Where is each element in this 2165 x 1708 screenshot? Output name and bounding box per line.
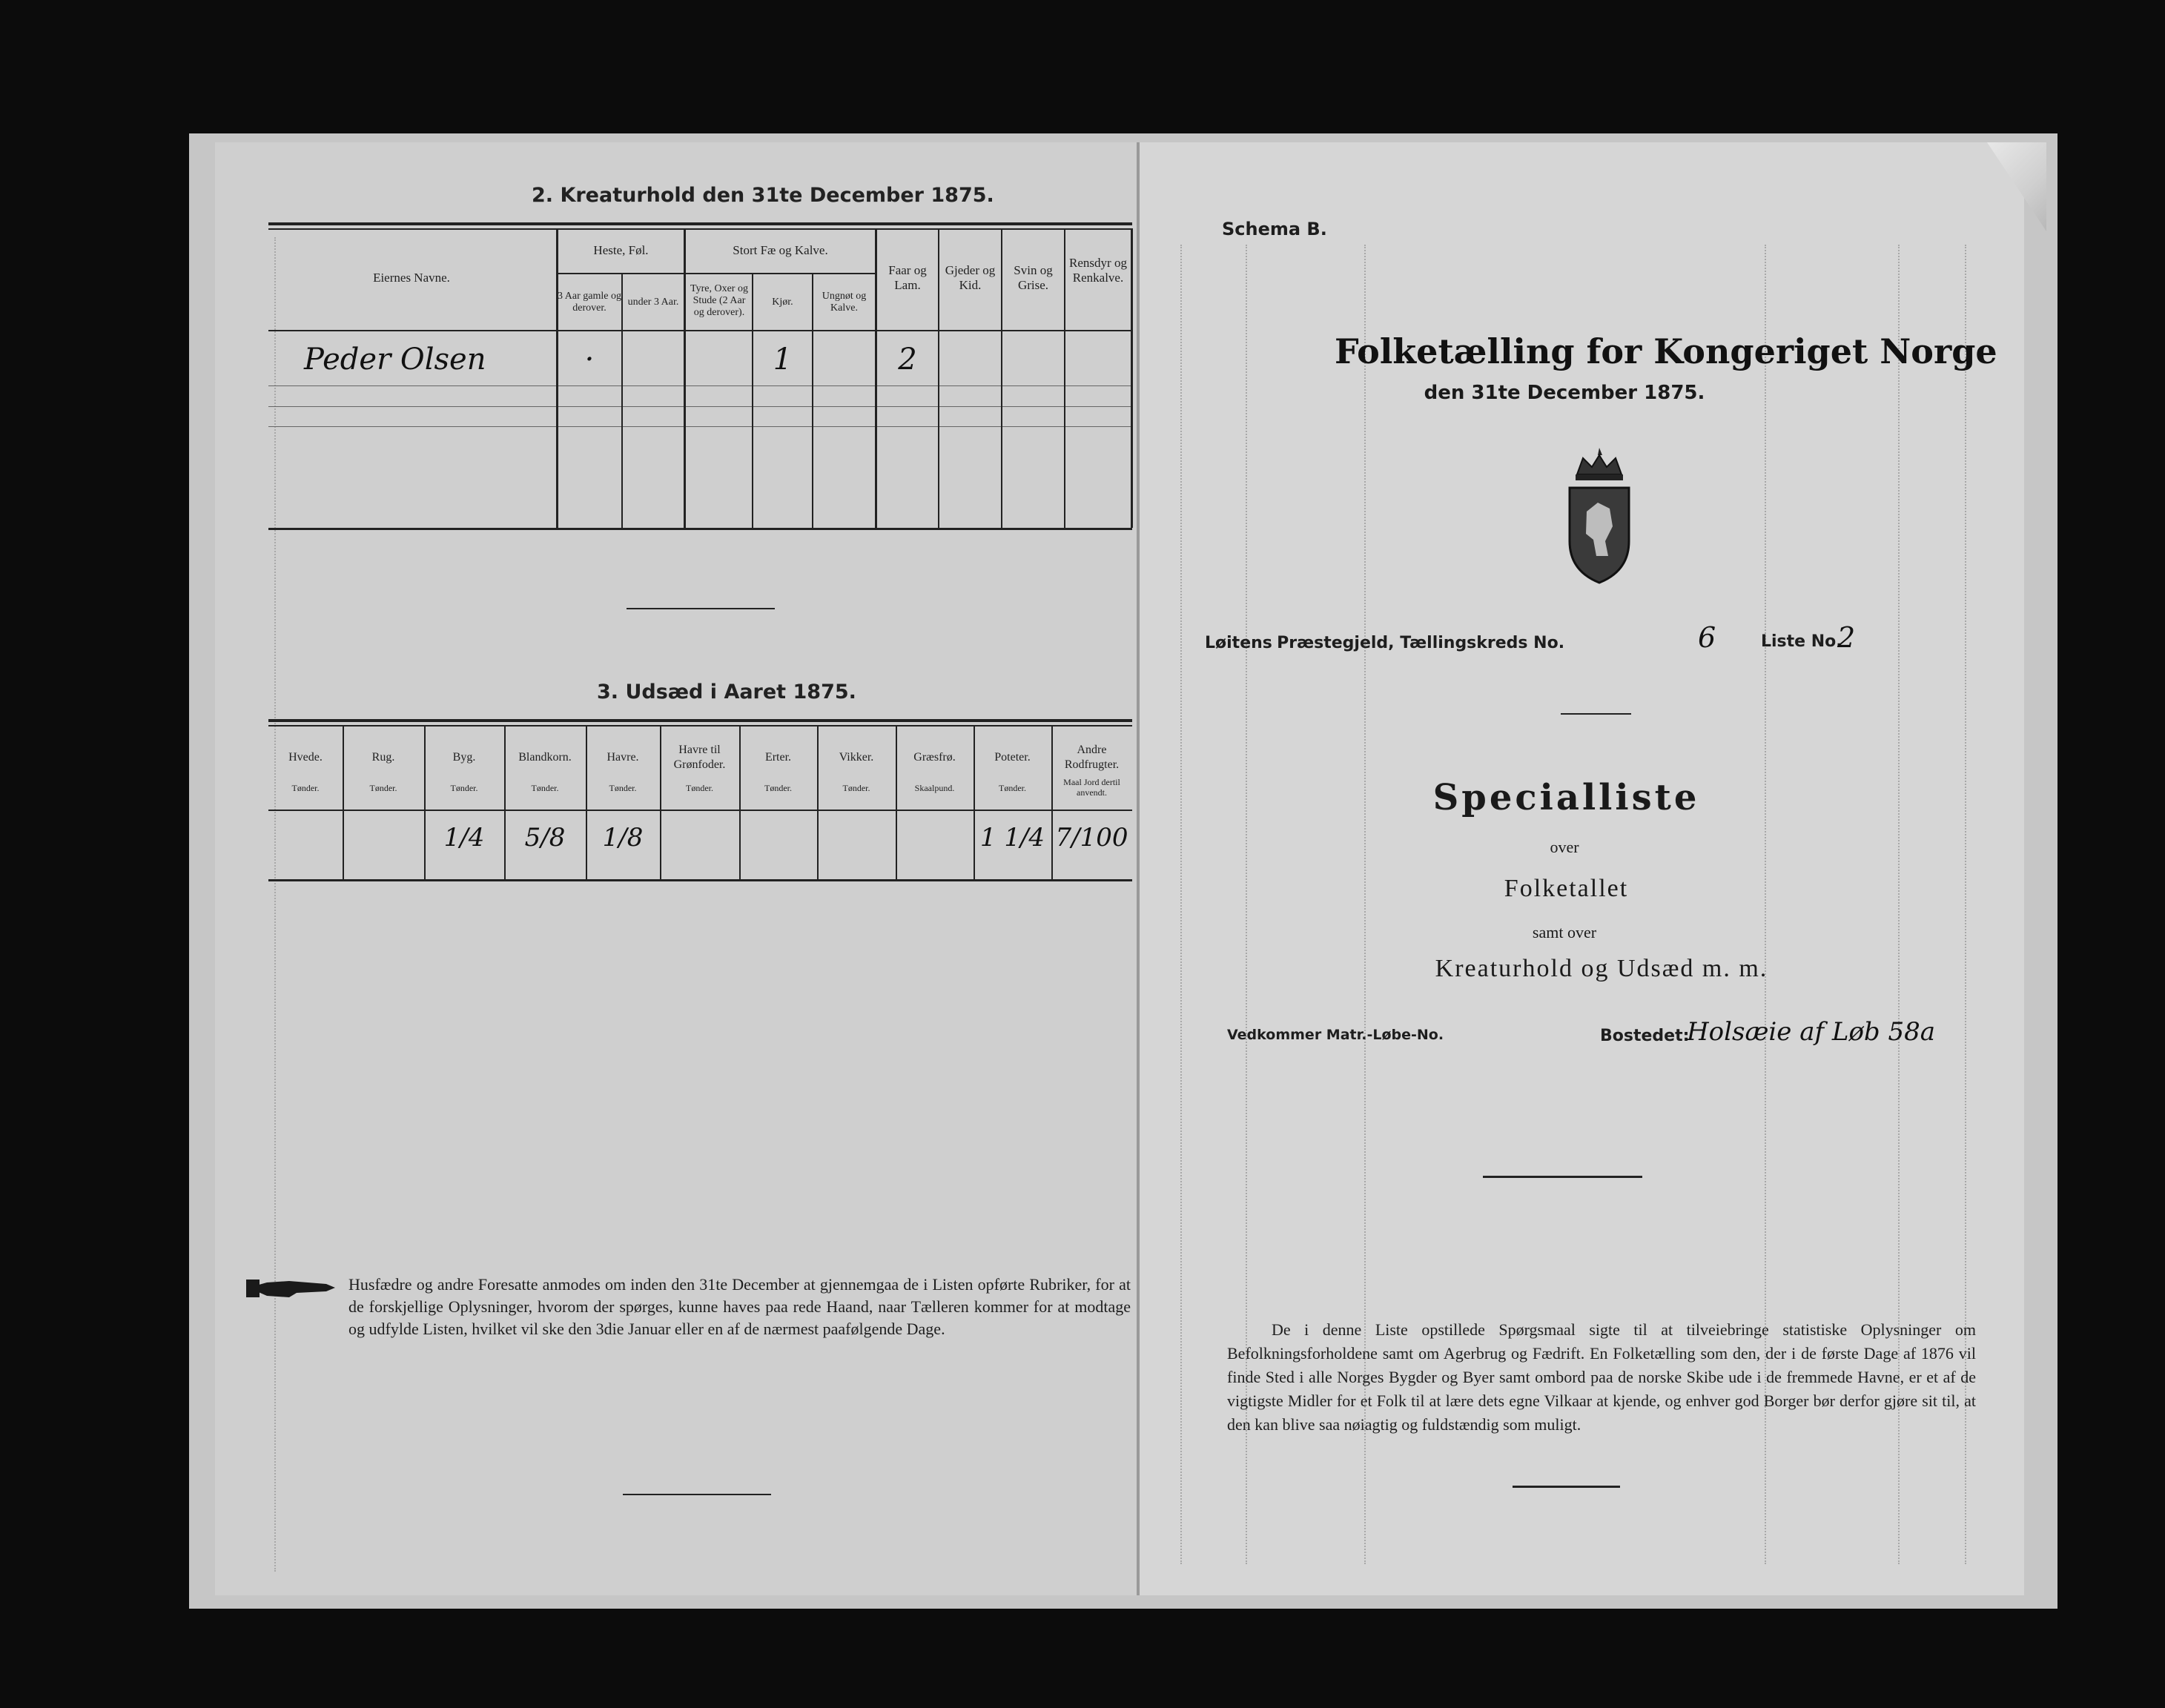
- seed-col-header: Poteter.: [994, 751, 1031, 764]
- horses-old-header: 3 Aar gamle og derover.: [558, 291, 621, 314]
- bleed-line: [1180, 245, 1182, 1564]
- parish-name: Løitens: [1205, 634, 1272, 652]
- divider: [627, 608, 775, 609]
- bosted-value: Holsæie af Løb 58a: [1687, 1017, 1936, 1047]
- seed-col-header: Hvede.: [288, 751, 323, 764]
- table-col-line: [504, 725, 506, 879]
- table-rule: [268, 810, 1132, 811]
- table-rule: [268, 330, 1132, 331]
- parish-line: [1205, 632, 1564, 653]
- table-rule: [268, 406, 1132, 407]
- cows-header: Kjør.: [772, 297, 793, 308]
- schema-label: Schema B.: [1222, 219, 1327, 239]
- seed-col-header: Vikker.: [839, 751, 874, 764]
- table-col-line: [621, 274, 623, 528]
- seed-value: 7/100: [1055, 823, 1128, 853]
- seed-col-unit: Tønder.: [531, 783, 559, 793]
- seed-title: 3. Udsæd i Aaret 1875.: [597, 681, 856, 704]
- cows-value: 1: [773, 342, 793, 377]
- horses-old-value: ·: [584, 342, 595, 377]
- divider: [1483, 1176, 1642, 1178]
- table-col-line: [896, 725, 897, 879]
- table-rule: [268, 528, 1132, 530]
- table-rule: [268, 228, 1132, 230]
- seed-col-unit: Tønder.: [764, 783, 792, 793]
- seed-col-unit: Tønder.: [686, 783, 713, 793]
- seed-col-unit: Tønder.: [609, 783, 637, 793]
- seed-col-header: Græsfrø.: [913, 751, 956, 764]
- horses-header: Heste, Føl.: [593, 243, 649, 257]
- pointing-hand-icon: [245, 1269, 341, 1306]
- livestock-title: 2. Kreaturhold den 31te December 1875.: [532, 184, 994, 207]
- table-rule: [556, 273, 684, 274]
- horses-young-header: under 3 Aar.: [627, 297, 679, 308]
- district-no: 6: [1698, 621, 1716, 654]
- bulls-header: Tyre, Oxer og Stude (2 Aar og derover).: [690, 283, 748, 318]
- table-col-line: [817, 725, 819, 879]
- notice-text: Husfædre og andre Foresatte anmodes om inden den 31te December at gjennemgaa de i Listen opførte Rubriker, for at de forskjellige Oplysninger, hvorom der spørges, kunne haves paa rede Haand, naar Tælleren kommer for at modtage og udfylde Listen, hvilket vil ske den 3die Januar eller en af de nærmest paafølgende Dage.: [348, 1275, 1131, 1338]
- seed-col-header: Byg.: [452, 751, 476, 764]
- coat-of-arms-icon: [1561, 445, 1639, 586]
- table-rule: [268, 719, 1132, 722]
- owner-header: Eiernes Navne.: [373, 271, 450, 285]
- seed-col-unit: Tønder.: [450, 783, 478, 793]
- list-no: 2: [1837, 621, 1856, 654]
- table-col-line: [586, 725, 587, 879]
- sheep-header: Faar og Lam.: [888, 263, 927, 292]
- bosted-label: Bostedet:: [1600, 1027, 1690, 1045]
- seed-col-unit: Tønder.: [291, 783, 320, 793]
- bottom-text: De i denne Liste opstillede Spørgsmaal sigte til at tilveiebringe statistiske Oplysninger om Befolkningsforholdene samt om Agerbrug og Fædrift. En Folketælling som den, der i de første Dage af 1876 vil finde Sted i alle Norges Bygder og Byer samt ombord paa de norske Skibe ude i de fremmede Havne, er et af de vigtigste Midler for et Folk til at lære dets egne Vilkaar at kjende, og enhver god Borger bør derfor gjøre sit til, at den kan blive saa nøiagtig og fuldstændig som muligt.: [1227, 1320, 1976, 1434]
- over-2: samt over: [1532, 923, 1597, 941]
- folketallet: Folketallet: [1504, 875, 1629, 902]
- seed-col-unit: Tønder.: [369, 783, 397, 793]
- livestock-seed-title: Kreaturhold og Udsæd m. m.: [1435, 955, 1768, 982]
- table-rule: [268, 879, 1132, 881]
- bleed-line: [274, 237, 276, 1572]
- seed-value: 5/8: [524, 823, 566, 853]
- table-rule: [268, 725, 1132, 726]
- census-title: Folketælling for Kongeriget Norge: [1335, 331, 1997, 371]
- seed-col-header: Havre.: [606, 751, 639, 764]
- divider: [1513, 1486, 1620, 1488]
- seed-value: 1 1/4: [979, 823, 1045, 853]
- seed-col-header: Andre Rodfrugter.: [1064, 744, 1120, 771]
- table-col-line: [343, 725, 344, 879]
- owner-name: Peder Olsen: [304, 342, 486, 377]
- table-rule: [268, 426, 1132, 427]
- table-rule: [684, 273, 875, 274]
- table-col-line: [424, 725, 426, 879]
- seed-col-header: Rug.: [371, 751, 395, 764]
- young-cattle-header: Ungnøt og Kalve.: [822, 291, 867, 314]
- divider: [623, 1494, 771, 1495]
- seed-col-unit: Maal Jord dertil anvendt.: [1063, 777, 1120, 798]
- table-col-line: [1131, 228, 1133, 528]
- matr-label: Vedkommer Matr.-Løbe-No.: [1227, 1027, 1444, 1043]
- seed-col-unit: Tønder.: [999, 783, 1026, 793]
- table-col-line: [752, 274, 753, 528]
- seed-col-header: Erter.: [764, 751, 792, 764]
- seed-col-header: Blandkorn.: [518, 751, 572, 764]
- list-label: Liste No.: [1761, 632, 1842, 651]
- seed-col-unit: Skaalpund.: [914, 783, 955, 793]
- special-title: Specialliste: [1432, 777, 1700, 818]
- seed-col-unit: Tønder.: [842, 783, 870, 793]
- table-rule: [268, 222, 1132, 225]
- pigs-header: Svin og Grise.: [1014, 263, 1053, 292]
- seed-value: 1/4: [443, 823, 485, 853]
- divider: [1561, 713, 1631, 715]
- goats-header: Gjeder og Kid.: [945, 263, 996, 292]
- table-rule: [268, 385, 1132, 386]
- table-col-line: [739, 725, 741, 879]
- sheep-value: 2: [898, 342, 917, 377]
- reindeer-header: Rensdyr og Renkalve.: [1069, 256, 1127, 285]
- seed-value: 1/8: [602, 823, 644, 853]
- table-col-line: [974, 725, 975, 879]
- seed-col-header: Havre til Grønfoder.: [673, 744, 726, 771]
- cattle-header: Stort Fæ og Kalve.: [733, 243, 828, 257]
- census-subtitle: den 31te December 1875.: [1424, 382, 1705, 404]
- parish-label: Præstegjeld, Tællingskreds No.: [1277, 634, 1565, 652]
- page-fold: [1137, 142, 1140, 1595]
- over-1: over: [1550, 838, 1579, 856]
